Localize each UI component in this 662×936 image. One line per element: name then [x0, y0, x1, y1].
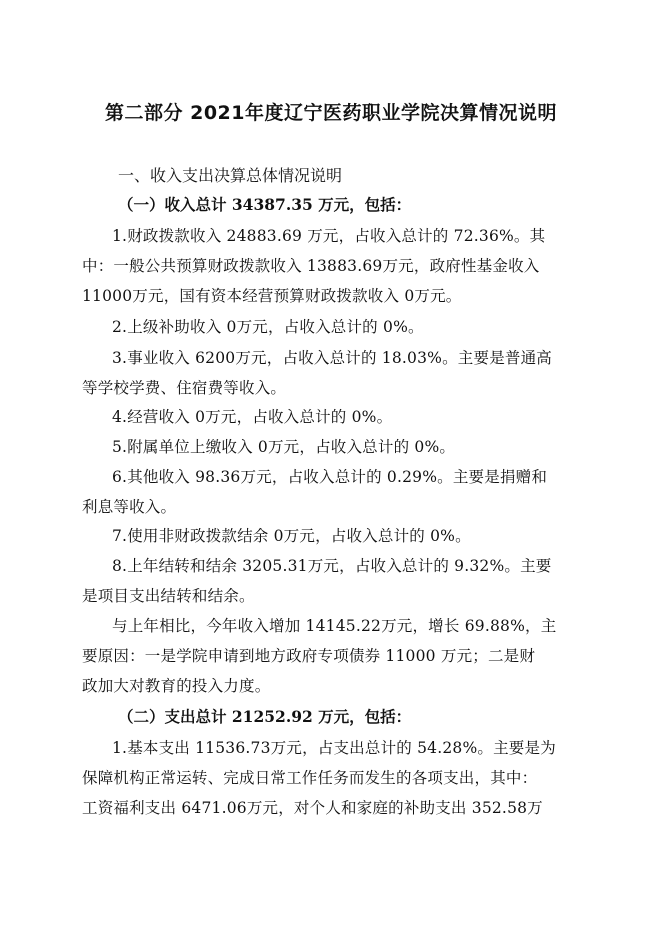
paragraph-line: 政加大对教育的投入力度。	[82, 677, 271, 695]
paragraph-line: 与上年相比，今年收入增加 14145.22万元，增长 69.88%，主	[112, 617, 557, 635]
paragraph-line: 1.财政拨款收入 24883.69 万元，占收入总计的 72.36%。其	[112, 227, 546, 245]
paragraph-line: 利息等收入。	[82, 498, 177, 516]
paragraph-line: 要原因：一是学院申请到地方政府专项债券 11000 万元；二是财	[82, 647, 536, 665]
page-title: 第二部分 2021年度辽宁医药职业学院决算情况说明	[105, 102, 557, 124]
paragraph-line: 3.事业收入 6200万元，占收入总计的 18.03%。主要是普通高	[112, 349, 552, 367]
paragraph-line: 2.上级补助收入 0万元，占收入总计的 0%。	[112, 318, 424, 336]
paragraph-line: 保障机构正常运转、完成日常工作任务而发生的各项支出，其中：	[82, 769, 538, 787]
paragraph-line: 等学校学费、住宿费等收入。	[82, 379, 287, 397]
paragraph-line: 11000万元，国有资本经营预算财政拨款收入 0万元。	[82, 287, 462, 305]
paragraph-line: 1.基本支出 11536.73万元，占支出总计的 54.28%。主要是为	[112, 739, 556, 757]
paragraph-line: 8.上年结转和结余 3205.31万元，占收入总计的 9.32%。主要	[112, 557, 552, 575]
paragraph-line: 6.其他收入 98.36万元，占收入总计的 0.29%。主要是捐赠和	[112, 468, 548, 486]
expense-heading: （二）支出总计 21252.92 万元，包括：	[118, 707, 412, 726]
income-heading: （一）收入总计 34387.35 万元，包括：	[118, 195, 412, 214]
paragraph-line: 5.附属单位上缴收入 0万元，占收入总计的 0%。	[112, 438, 456, 456]
paragraph-line: 工资福利支出 6471.06万元，对个人和家庭的补助支出 352.58万	[82, 799, 543, 817]
paragraph-line: 中：一般公共预算财政拨款收入 13883.69万元，政府性基金收入	[82, 257, 540, 275]
paragraph-line: 7.使用非财政拨款结余 0万元，占收入总计的 0%。	[112, 527, 471, 545]
paragraph-line: 是项目支出结转和结余。	[82, 587, 255, 605]
section-heading: 一、收入支出决算总体情况说明	[118, 166, 343, 185]
paragraph-line: 4.经营收入 0万元，占收入总计的 0%。	[112, 408, 393, 426]
